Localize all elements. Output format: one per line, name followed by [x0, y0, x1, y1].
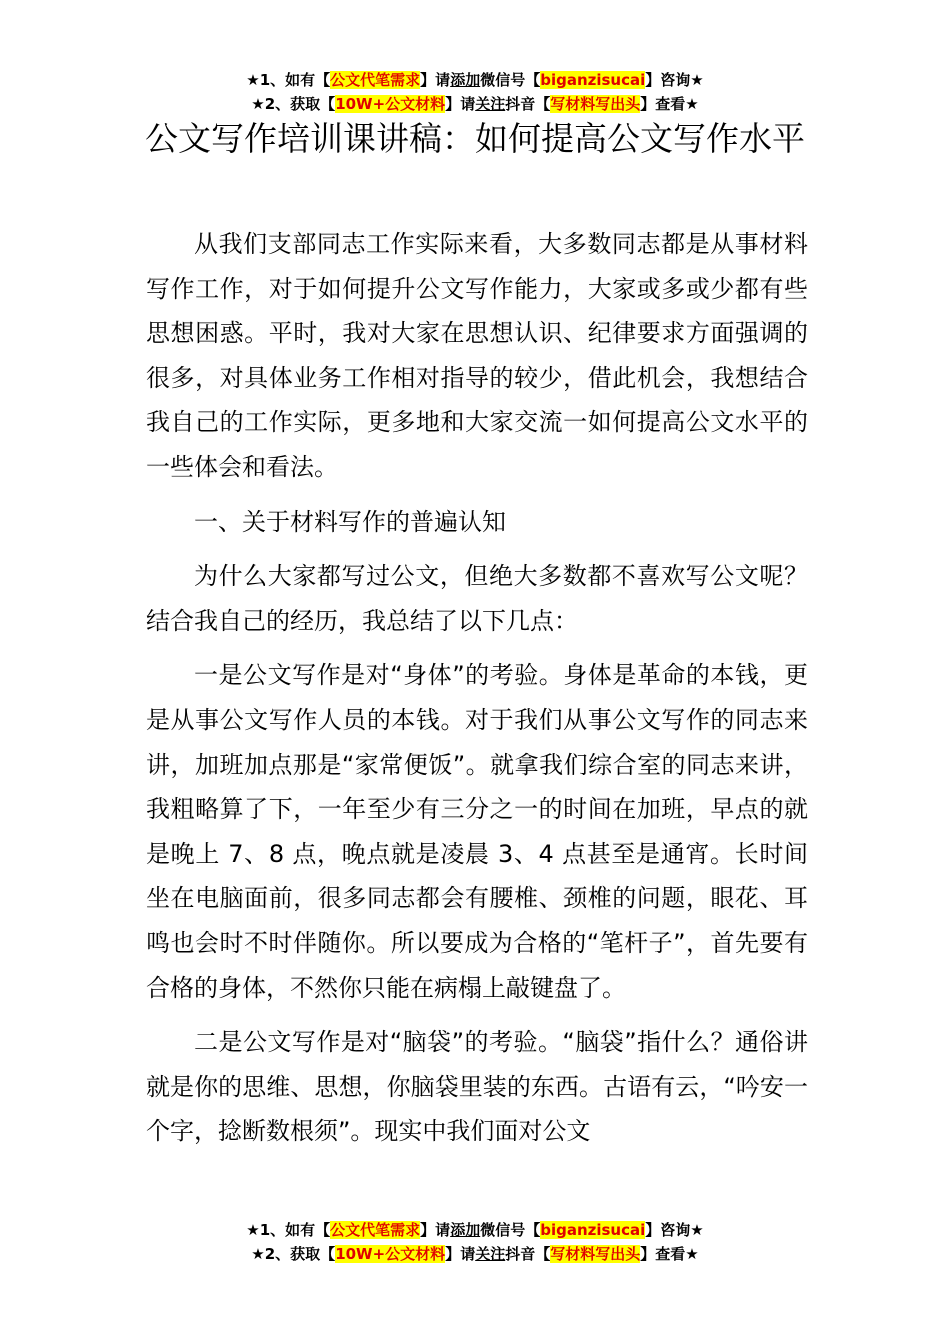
document-body — [146, 222, 808, 1154]
promo-text: ★2、获取【 — [251, 1245, 336, 1263]
promo-text: 】请 — [420, 1221, 451, 1239]
promo-douyin-id: 写材料写出头 — [550, 1245, 641, 1263]
promo-text: ★1、如有【 — [246, 71, 331, 89]
paragraph: 一是公文写作是对“身体”的考验。身体是革命的本钱，更是从事公文写作人员的本钱。对于我们从事公文写作的同志来讲，加班加点那是“家常便饭”。就拿我们综合室的同志来讲，我粗略算了下，一年至少有三分之一的时间在加班，早点的就是晚上 7、8 点，晚点就是凌晨 3、4 点甚至是通宵。长时间坐在电脑面前，很多同志都会有腰椎、颈椎的问题，眼花、耳鸣也会时不时伴随你。所以要成为合格的“笔杆子”，首先要有合格的身体，不然你只能在病榻上敲键盘了。 — [146, 661, 808, 1002]
paragraph: 为什么大家都写过公文，但绝大多数都不喜欢写公文呢？结合我自己的经历，我总结了以下几点： — [146, 562, 808, 635]
promo-text: 】咨询★ — [645, 71, 704, 89]
paragraph-intro: 从我们支部同志工作实际来看，大多数同志都是从事材料写作工作，对于如何提升公文写作能力，大家或多或少都有些思想困惑。平时，我对大家在思想认识、纪律要求方面强调的很多，对具体业务工作相对指导的较少，借此机会，我想结合我自己的工作实际，更多地和大家交流一如何提高公文水平的一些体会和看法。 — [146, 230, 808, 481]
promo-text: 抖音【 — [505, 95, 551, 113]
promo-text: 微信号【 — [480, 71, 541, 89]
section-heading: 一、关于材料写作的普遍认知 — [194, 507, 506, 536]
paragraph: 二是公文写作是对“脑袋”的考验。“脑袋”指什么？通俗讲就是你的思维、思想，你脑袋里装的东西。古语有云，“吟安一个字，捻断数根须”。现实中我们面对公文 — [146, 1028, 808, 1146]
promo-line-1 — [0, 68, 950, 92]
promo-text: 】查看★ — [640, 1245, 699, 1263]
promo-underline: 添加 — [450, 71, 481, 89]
promo-line-2 — [0, 1242, 950, 1266]
promo-highlight: 公文代笔需求 — [330, 71, 421, 89]
promo-text: 】咨询★ — [645, 1221, 704, 1239]
promo-line-1 — [0, 1218, 950, 1242]
promo-text: 】查看★ — [640, 95, 699, 113]
promo-text: ★1、如有【 — [246, 1221, 331, 1239]
header-promo-banner — [0, 68, 950, 116]
promo-underline: 关注 — [475, 95, 506, 113]
promo-highlight: 公文代笔需求 — [330, 1221, 421, 1239]
promo-highlight: 10W+公文材料 — [335, 95, 446, 113]
promo-wechat-id: biganzisucai — [540, 71, 646, 89]
promo-text: 】请 — [420, 71, 451, 89]
footer-promo-banner — [0, 1218, 950, 1266]
promo-line-2 — [0, 92, 950, 116]
promo-highlight: 10W+公文材料 — [335, 1245, 446, 1263]
promo-text: 】请 — [445, 95, 476, 113]
promo-text: 微信号【 — [480, 1221, 541, 1239]
promo-text: ★2、获取【 — [251, 95, 336, 113]
document-title: 公文写作培训课讲稿：如何提高公文写作水平 — [145, 119, 805, 158]
promo-text: 】请 — [445, 1245, 476, 1263]
promo-underline: 添加 — [450, 1221, 481, 1239]
promo-underline: 关注 — [475, 1245, 506, 1263]
promo-wechat-id: biganzisucai — [540, 1221, 646, 1239]
promo-douyin-id: 写材料写出头 — [550, 95, 641, 113]
promo-text: 抖音【 — [505, 1245, 551, 1263]
